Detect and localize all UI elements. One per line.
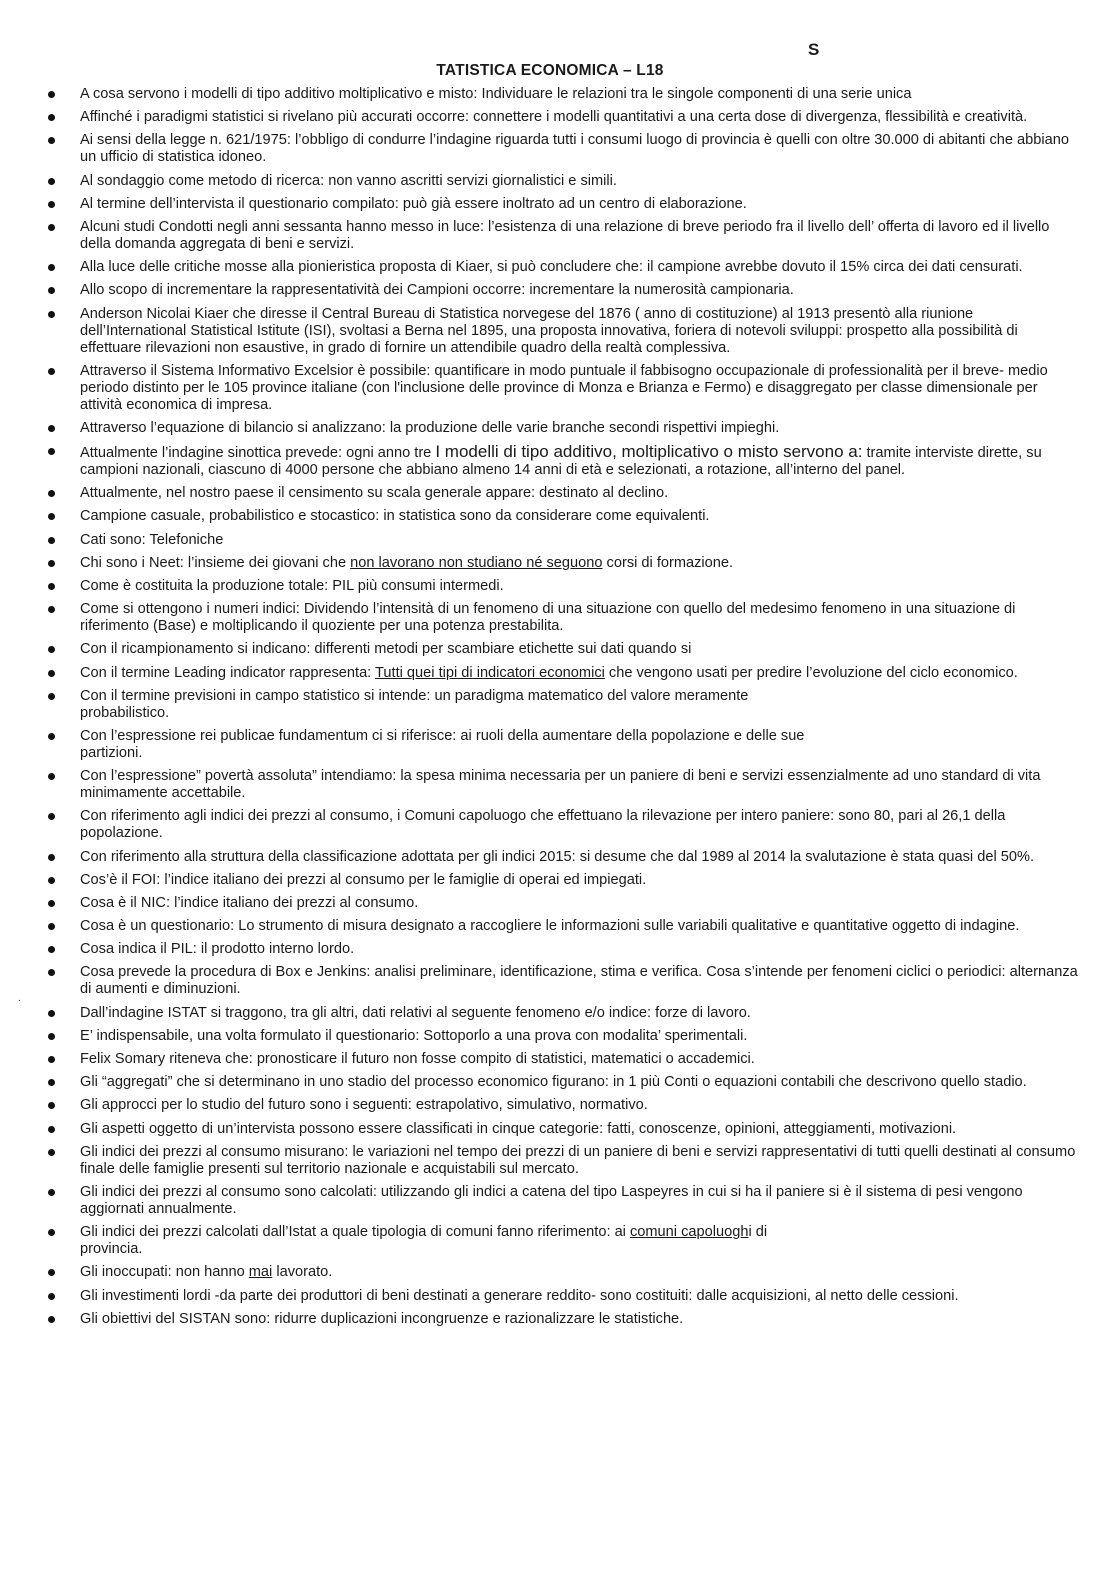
list-item	[0, 363, 1100, 414]
item-text: Gli obiettivi del SISTAN sono: ridurre duplicazioni incongruenze e razionalizzare le statistiche.	[80, 1310, 684, 1327]
list-item	[0, 282, 1100, 299]
bullet-icon	[48, 733, 55, 740]
bullet-icon	[48, 1056, 55, 1063]
item-text: Ai sensi della legge n. 621/1975: l’obbligo di condurre l’indagine riguarda tutti i consumi luogo di provincia è quelli con oltre 30.000 di abitanti che abbiano un ufficio di statistica idoneo.	[80, 132, 1069, 166]
list-item	[0, 1311, 1100, 1328]
bullet-icon	[48, 1079, 55, 1086]
list-item	[0, 808, 1100, 842]
underlined-text: Tutti quei tipi di indicatori economici	[375, 664, 605, 681]
bullet-icon	[48, 513, 55, 520]
bullet-icon	[48, 311, 55, 318]
list-item	[0, 109, 1100, 126]
list-item	[0, 485, 1100, 502]
item-text: Attualmente, nel nostro paese il censimento su scala generale appare: destinato al declino.	[80, 485, 669, 502]
item-text: Cosa è il NIC: l’indice italiano dei prezzi al consumo.	[80, 894, 419, 911]
underlined-text: mai	[248, 1264, 273, 1281]
item-text: Gli aspetti oggetto di un’intervista possono essere classificati in cinque categorie: fatti, conoscenze, opinioni, atteggiamenti, motivazioni.	[80, 1120, 957, 1137]
bullet-icon	[48, 813, 55, 820]
item-text: Alla luce delle critiche mosse alla pionieristica proposta di Kiaer, si può concludere che: il campione avrebbe dovuto il 15% circa dei dati censurati.	[80, 259, 1023, 276]
item-text: Anderson Nicolai Kiaer che diresse il Central Bureau di Statistica norvegese del 1876 ( anno di costituzione) al 1913 presentò alla riunione dell’International Statistical Istitute (ISI), svoltasi a Berna nel 1895, una proposta innovativa, foriera di notevoli sviluppi: prospetto alla possibilità di effettuare rilevazioni non esaustive, in grado di fornire un attendibile quadro della realtà complessiva.	[80, 305, 1018, 356]
bullet-icon	[48, 1149, 55, 1156]
item-text: Gli indici dei prezzi calcolati dall’Istat a quale tipologia di comuni fanno riferimento: ai	[80, 1224, 630, 1241]
item-text: Gli indici dei prezzi al consumo misurano: le variazioni nel tempo dei prezzi di un paniere di beni e servizi rappresentativi di tutti quelli destinati al consumo finale delle famiglie presenti sul territorio nazionale e acquistabili sul mercato.	[80, 1143, 1076, 1177]
list-item	[0, 1028, 1100, 1045]
bullet-icon	[48, 201, 55, 208]
bullet-icon	[48, 1293, 55, 1300]
large-text: I modelli di tipo additivo, moltiplicativo o misto servono a:	[435, 442, 863, 462]
question-answer-list	[0, 86, 1100, 1334]
bullet-icon	[48, 1033, 55, 1040]
bullet-icon	[48, 646, 55, 653]
list-item	[0, 508, 1100, 525]
bullet-icon	[48, 583, 55, 590]
item-text: Gli approcci per lo studio del futuro sono i seguenti: estrapolativo, simulativo, normativo.	[80, 1097, 648, 1114]
list-item	[0, 443, 1100, 479]
list-item	[0, 895, 1100, 912]
item-text: Chi sono i Neet: l’insieme dei giovani che	[80, 554, 351, 571]
list-item	[0, 1288, 1100, 1305]
bullet-icon	[48, 425, 55, 432]
item-text: Allo scopo di incrementare la rappresentatività dei Campioni occorre: incrementare la numerosità campionaria.	[80, 282, 794, 299]
list-item	[0, 306, 1100, 357]
list-item	[0, 1224, 1100, 1258]
item-text: Affinché i paradigmi statistici si rivelano più accurati occorre: connettere i modelli quantitativi a una certa dose di divergenza, flessibilità e creatività.	[80, 109, 1028, 126]
list-item	[0, 86, 1100, 103]
list-item	[0, 665, 1100, 682]
list-item	[0, 196, 1100, 213]
item-text: Cati sono: Telefoniche	[80, 531, 224, 548]
list-item	[0, 132, 1100, 166]
item-text: Gli investimenti lordi -da parte dei produttori di beni destinati a generare reddito- sono costituiti: dalle acquisizioni, al netto delle cessioni.	[80, 1287, 959, 1304]
bullet-icon	[48, 560, 55, 567]
list-item	[0, 1184, 1100, 1218]
item-text: Cosa prevede la procedura di Box e Jenkins: analisi preliminare, identificazione, stima e verifica. Cosa s’intende per fenomeni ciclici o periodici: alternanza di aumenti e diminuzioni.	[80, 964, 1078, 998]
list-item	[0, 872, 1100, 889]
list-item	[0, 849, 1100, 866]
item-text: Con il ricampionamento si indicano: differenti metodi per scambiare etichette sui dati quando si	[80, 641, 692, 658]
bullet-icon	[48, 368, 55, 375]
bullet-icon	[48, 773, 55, 780]
item-text: Gli “aggregati” che si determinano in uno stadio del processo economico figurano: in 1 più Conti o equazioni contabili che descrivono quello stadio.	[80, 1074, 1027, 1091]
item-text-continuation: provincia.	[80, 1241, 143, 1258]
item-text: Alcuni studi Condotti negli anni sessanta hanno messo in luce: l’esistenza di una relazione di breve periodo fra il livello dell’ offerta di lavoro ed il livello della domanda aggregata di beni e servizi.	[80, 218, 1050, 252]
item-text: Gli indici dei prezzi al consumo sono calcolati: utilizzando gli indici a catena del tipo Laspeyres in cui si ha il paniere si è il sistema di pesi vengono aggiornati annualmente.	[80, 1183, 1023, 1217]
stray-mark: .	[18, 993, 21, 1004]
list-item	[0, 1144, 1100, 1178]
item-text: Con riferimento agli indici dei prezzi al consumo, i Comuni capoluogo che effettuano la rilevazione per intero paniere: sono 80, pari al 26,1 della popolazione.	[80, 808, 1006, 842]
bullet-icon	[48, 969, 55, 976]
bullet-icon	[48, 946, 55, 953]
bullet-icon	[48, 854, 55, 861]
bullet-icon	[48, 224, 55, 231]
bullet-icon	[48, 137, 55, 144]
bullet-icon	[48, 923, 55, 930]
item-text: lavorato.	[272, 1264, 333, 1281]
bullet-icon	[48, 877, 55, 884]
item-text: Dall’indagine ISTAT si traggono, tra gli altri, dati relativi al seguente fenomeno e/o indice: forze di lavoro.	[80, 1004, 751, 1021]
list-item	[0, 1264, 1100, 1281]
list-item	[0, 420, 1100, 437]
list-item	[0, 173, 1100, 190]
item-text: Cos’è il FOI: l’indice italiano dei prezzi al consumo per le famiglie di operai ed impiegati.	[80, 871, 647, 888]
document-title: TATISTICA ECONOMICA – L18	[436, 62, 664, 79]
bullet-icon	[48, 537, 55, 544]
header-letter: S	[808, 40, 820, 59]
item-text: Con l’espressione” povertà assoluta” intendiamo: la spesa minima necessaria per un paniere di beni e servizi essenzialmente ad uno standard di vita minimamente accettabile.	[80, 768, 1041, 802]
bullet-icon	[48, 693, 55, 700]
bullet-icon	[48, 1229, 55, 1236]
list-item	[0, 1005, 1100, 1022]
item-text: E’ indispensabile, una volta formulato il questionario: Sottoporlo a una prova con modalita’ sperimentali.	[80, 1027, 748, 1044]
item-text: Al termine dell’intervista il questionario compilato: può già essere inoltrato ad un centro di elaborazione.	[80, 195, 747, 212]
list-item	[0, 768, 1100, 802]
item-text: Con riferimento alla struttura della classificazione adottata per gli indici 2015: si desume che dal 1989 al 2014 la svalutazione è stata quasi del 50%.	[80, 848, 1035, 865]
list-item	[0, 964, 1100, 998]
list-item	[0, 1074, 1100, 1091]
item-text: che vengono usati per predire l’evoluzione del ciclo economico.	[604, 664, 1018, 681]
bullet-icon	[48, 1126, 55, 1133]
item-text: Cosa indica il PIL: il prodotto interno lordo.	[80, 941, 355, 958]
item-text: Al sondaggio come metodo di ricerca: non vanno ascritti servizi giornalistici e simili.	[80, 172, 617, 189]
item-text: i di	[748, 1224, 768, 1241]
list-item	[0, 941, 1100, 958]
list-item	[0, 688, 1100, 722]
item-text-continuation: partizioni.	[80, 744, 143, 761]
item-text: Campione casuale, probabilistico e stocastico: in statistica sono da considerare come equivalenti.	[80, 508, 710, 525]
item-text-continuation: probabilistico.	[80, 704, 170, 721]
bullet-icon	[48, 178, 55, 185]
bullet-icon	[48, 287, 55, 294]
item-text: Cosa è un questionario: Lo strumento di misura designato a raccogliere le informazioni sulle variabili qualitative e quantitative oggetto di indagine.	[80, 918, 1020, 935]
bullet-icon	[48, 264, 55, 271]
item-text: A cosa servono i modelli di tipo additivo moltiplicativo e misto: Individuare le relazioni tra le singole componenti di una serie unica	[80, 86, 912, 102]
item-text: Felix Somary riteneva che: pronosticare il futuro non fosse compito di statistici, matematici o accademici.	[80, 1051, 755, 1067]
item-text: Gli inoccupati: non hanno	[80, 1264, 249, 1281]
list-item	[0, 1097, 1100, 1114]
list-item	[0, 1051, 1100, 1068]
bullet-icon	[48, 900, 55, 907]
bullet-icon	[48, 1102, 55, 1109]
bullet-icon	[48, 606, 55, 613]
bullet-icon	[48, 91, 55, 98]
item-text: Attraverso il Sistema Informativo Excelsior è possibile: quantificare in modo puntuale il fabbisogno occupazionale di professionalità per il breve- medio periodo distinto per le 105 province italiane (con l'inclusione delle province di Monza e Brianza e Fermo) e disaggregato per classe dimensionale per attività economica di impresa.	[80, 362, 1048, 413]
underlined-text: non lavorano non studiano né seguono	[350, 554, 603, 571]
list-item	[0, 578, 1100, 595]
list-item	[0, 918, 1100, 935]
bullet-icon	[48, 448, 55, 455]
list-item	[0, 601, 1100, 635]
list-item	[0, 1121, 1100, 1138]
list-item	[0, 555, 1100, 572]
list-item	[0, 728, 1100, 762]
item-text: Con il termine Leading indicator rappresenta:	[80, 664, 376, 681]
item-text: Con il termine previsioni in campo statistico si intende: un paradigma matematico del valore meramente	[80, 687, 749, 704]
bullet-icon	[48, 1010, 55, 1017]
item-text: Come è costituita la produzione totale: PIL più consumi intermedi.	[80, 578, 504, 594]
item-text: tramite interviste dirette, su campioni nazionali, ciascuno di 4000 persone che abbiano almeno 14 anni di età e selezionati, a rotazione, all’interno del panel.	[80, 445, 1042, 479]
bullet-icon	[48, 1269, 55, 1276]
underlined-text: comuni capoluogh	[629, 1224, 749, 1241]
list-item	[0, 532, 1100, 549]
bullet-icon	[48, 1189, 55, 1196]
bullet-icon	[48, 1316, 55, 1323]
bullet-icon	[48, 114, 55, 121]
list-item	[0, 259, 1100, 276]
item-text: corsi di formazione.	[602, 554, 734, 571]
item-text: Attraverso l’equazione di bilancio si analizzano: la produzione delle varie branche secondi rispettivi impieghi.	[80, 419, 780, 436]
list-item	[0, 641, 1100, 658]
item-text: Come si ottengono i numeri indici: Dividendo l’intensità di un fenomeno di una situazione con quello del medesimo fenomeno in una situazione di riferimento (Base) e moltiplicando il quoziente per una potenza prestabilita.	[80, 601, 1016, 635]
item-text: Attualmente l’indagine sinottica prevede: ogni anno tre	[80, 445, 436, 462]
bullet-icon	[48, 670, 55, 677]
list-item	[0, 219, 1100, 253]
bullet-icon	[48, 490, 55, 497]
item-text: Con l’espressione rei publicae fundamentum ci si riferisce: ai ruoli della aumentare della popolazione e delle sue	[80, 727, 805, 744]
